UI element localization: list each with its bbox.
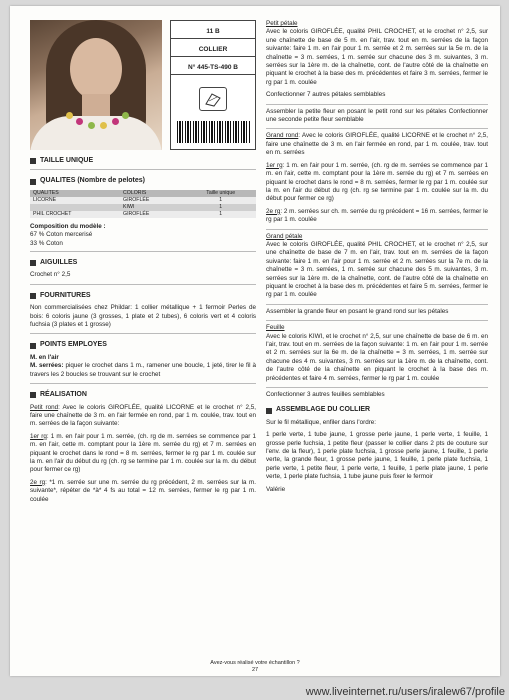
ref-code: N° 445-TS-490 B [171, 57, 255, 75]
table-header: QUALITES [30, 190, 120, 197]
needles-text: Crochet n° 2,5 [30, 271, 71, 279]
right-column [266, 20, 488, 498]
row-2-paragraph: 2e rg: *1 m. serrée sur une m. serrée du rg précédent, 2 m. serrées sur la m. suivante*, répéter de *à* 4 fs au total = 12 m. serrées, fermer le rg par 1 m. coulée [30, 478, 256, 503]
grand-row-1: 1er rg: 1 m. en l'air pour 1 m. serrée, (ch. rg de m. serrées se commence par 1 m. en l'air, cette m. comptant pour la 1ère m. serrée du rg) et 7 m. serrées en piquant le crochet dans le rond = 8 m. serrées, fermer le rg par 1 m. coulée sur la m. en l'air du début du rg (ch. rg se termine par 1 m. coulée sur la m. du début pour fermer ce rg) [266, 161, 488, 203]
point-single-crochet: M. serrées: piquer le crochet dans 1 m., ramener une boucle, 1 jeté, tirer le fil à travers les 2 boucles se trouvant sur le crochet [30, 362, 256, 378]
left-column [30, 20, 256, 508]
composition-line: 67 % Coton mercerisé [30, 231, 93, 239]
table-header: Taille unique [185, 190, 256, 197]
assemblage-text: 1 perle verte, 1 tube jaune, 1 grosse perle jaune, 1 perle verte, 1 feuille, 1 grosse perle fuchsia, 1 petite fleur (passer le collier dans 2 pts de couture sur l'env. de la fleur), 1 perle plate fuchsia, 1 grosse perle jaune, 1 feuille, 1 perle verte, la grande fleur, 1 grosse perle jaune, 1 feuille, 1 perle plate fuchsia, 1 perle verte, 1 petite fleur, 1 perle verte, 1 feuille, 1 perle plate jaune, 1 perle verte, 1 perle plate fuchsia, 1 tube jaune puis fixer le fermoir [266, 431, 488, 481]
page-number: 27 [251, 667, 259, 673]
pattern-chart-icon [199, 87, 227, 111]
table-row: PHIL CROCHET GIROFLÉE 1 [30, 211, 256, 218]
grand-petale-text: Avec le coloris GIROFLÉE, qualité PHIL CROCHET, et le crochet n° 2,5, sur une chaînette de base de 7 m. en l'air, trav. tout en m. serrées de la façon suivante: faire 1 m. en l'air pour 1 m. serrée et 2 m. serrées sur la 7e m. de la chaînette = 3 m. serrées, 1 m. serrée sur chacune des 5 m. suivantes, 3 m. serrées sur la 1ère m. de la chaînette, cont. de l'autre côté de la chaînette en piquant le crochet à la base des m. précédentes et faire 5 m. serrées, fermer le rg par 1 m. coulée [266, 240, 488, 299]
magazine-page [10, 6, 500, 676]
qualities-heading: QUALITES (Nombre de pelotes) [30, 177, 256, 185]
supplies-heading: FOURNITURES [30, 292, 256, 300]
points-heading: POINTS EMPLOYES [30, 341, 256, 349]
petit-petale-text: Avec le coloris GIROFLÉE, qualité PHIL CROCHET, et le crochet n° 2,5, sur une chaînette de base de 5 m. en l'air, trav. tout en m. serrées de la façon suivante: faire 1 m. en l'air pour 1 m. serrée et 2 m. serrées sur la 5e m. de la chaînette = 3 m. serrées, 1 m. serrée sur chacune des 3 m. suivantes, 3 m. serrées sur la 1ère m. de la chaînette, cont. de l'autre côté de la chaînette en piquant le crochet à la base des m. précédentes et faire 3 m. serrées, fermer le rg par 1 m. coulée [266, 28, 488, 86]
table-row: KIWI 1 [30, 204, 256, 211]
footer-note: Avez-vous réalisé votre échantillon ? [210, 660, 300, 666]
needles-heading: AIGUILLES [30, 259, 256, 267]
feuille-title: Feuille [266, 324, 285, 332]
model-photo [30, 20, 162, 150]
grand-rond-paragraph: Grand rond: Avec le coloris GIROFLÉE, qualité LICORNE et le crochet n° 2,5, faire une chaînette de 3 m. en l'air fermée en rond, par 1 m. coulée, trav. tout en m. serrées [266, 132, 488, 157]
watermark-url: www.liveinternet.ru/users/iralew67/profile [305, 686, 505, 698]
supplies-text: Non commercialisées chez Phildar: 1 collier métallique + 1 fermoir Perles de bois: 6 coloris jaune (3 grosses, 1 plate et 2 tubes), 6 coloris vert et 4 coloris fuchsia (3 plates et 1 grosse) [30, 304, 256, 329]
feuille-note: Confectionner 3 autres feuilles semblables [266, 391, 385, 399]
table-row: LICORNE GIROFLÉE 1 [30, 197, 256, 204]
feuille-text: Avec le coloris KIWI, et le crochet n° 2,5, sur une chaînette de base de 6 m. en l'air, trav. tout en m. serrées de la façon suivante: 1 m. en l'air pour 1 m. serrée et 2 m. serrées sur la 6e m. de la chaînette = 3 m. serrées, 1 m. serrée sur chacune des 4 m. suivantes, 3 m. serrées sur la 1ère m. de la chaînette, cont. de l'autre côté de la chaînette en piquant le crochet à la base des m. précédentes et faire 4 m. serrées, fermer le rg par 1 m. coulée [266, 332, 488, 382]
assemblage-heading: ASSEMBLAGE DU COLLIER [266, 406, 488, 414]
qualities-table [30, 190, 256, 218]
assemblage-intro: Sur le fil métallique, enfiler dans l'ordre: [266, 418, 377, 426]
item-name: COLLIER [171, 39, 255, 57]
assemble-small-flower: Assembler la petite fleur en posant le petit rond sur les pétales Confectionner une seconde petite fleur semblable [266, 107, 488, 124]
signature: Valérie [266, 485, 286, 493]
assemble-big-flower: Assembler la grande fleur en posant le grand rond sur les pétales [266, 307, 449, 315]
reference-box [170, 20, 256, 150]
row-1-paragraph: 1er rg: 1 m. en l'air pour 1 m. serrée, (ch. rg de m. serrées se commence par 1 m. en l'air, cette m. comptant pour la 1ère m. serrée du rg) et 7 m. serrées en piquant le crochet dans le rond = 8 m. serrées, fermer le rg par 1 m. coulée sur la m. en l'air du début du rg (ch. rg se termine par 1 m. coulée sur la m. du début pour fermer ce rg) [30, 432, 257, 474]
grand-row-2: 2e rg: 2 m. serrées sur ch. m. serrée du rg précédent = 16 m. serrées, fermer le rg par 1 m. coulée [266, 207, 488, 224]
barcode [177, 121, 251, 143]
table-header: COLORIS [120, 190, 185, 197]
realisation-heading: RÉALISATION [30, 391, 256, 399]
ref-number: 11 B [171, 21, 255, 39]
petit-petale-note: Confectionner 7 autres pétales semblables [266, 91, 386, 99]
petit-rond-paragraph: Petit rond: Avec le coloris GIROFLÉE, qualité LICORNE et le crochet n° 2,5, faire une chaînette de 3 m. en l'air fermée en rond, par 1 m. coulée, trav. tout en m. serrées de la façon suivante: [30, 403, 257, 428]
size-heading: TAILLE UNIQUE [30, 157, 256, 165]
point-chain: M. en l'air [30, 353, 59, 361]
composition-line: 33 % Coton [30, 239, 63, 247]
petit-petale-title: Petit pétale [266, 20, 298, 27]
grand-petale-title: Grand pétale [266, 232, 303, 240]
composition-title: Composition du modèle : [30, 222, 106, 230]
